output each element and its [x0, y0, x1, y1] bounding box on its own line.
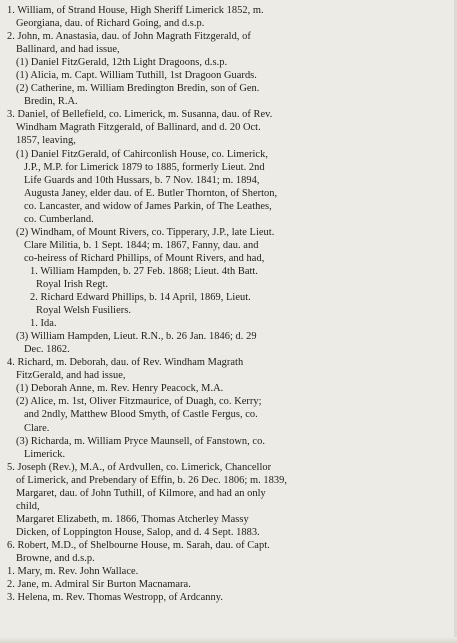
text-line: Margaret, dau. of John Tuthill, of Kilmore, and had an only [16, 487, 266, 499]
text-line: (1) Alicia, m. Capt. William Tuthill, 1st Dragoon Guards. [16, 70, 257, 82]
text-line: Limerick. [24, 448, 66, 460]
text-line: Royal Welsh Fusiliers. [36, 305, 132, 317]
text-line: 4. Richard, m. Deborah, dau. of Rev. Windham Magrath [7, 357, 244, 369]
text-line: Royal Irish Regt. [36, 278, 109, 290]
text-line: Life Guards and 10th Hussars, b. 7 Nov. 1841; m. 1894, [24, 174, 260, 186]
page-bottom-fade [0, 637, 457, 643]
text-line: 1857, leaving, [16, 135, 76, 147]
text-line: Clare. [24, 422, 50, 434]
text-line: Clare Militia, b. 1 Sept. 1844; m. 1867, Fanny, dau. and [24, 239, 259, 251]
text-line: Bredin, R.A. [24, 96, 78, 108]
text-line: (2) Catherine, m. William Bredington Bredin, son of Gen. [16, 83, 260, 95]
text-line: 6. Robert, M.D., of Shelbourne House, m. Sarah, dau. of Capt. [7, 539, 270, 551]
text-line: 1. William, of Strand House, High Sheriff Limerick 1852, m. [7, 5, 264, 16]
text-line: of Limerick, and Prebendary of Effin, b. 26 Dec. 1806; m. 1839, [16, 474, 288, 486]
text-line: Georgiana, dau. of Richard Going, and d.s.p. [16, 18, 205, 30]
text-line: 2. John, m. Anastasia, dau. of John Magrath Fitzgerald, of [7, 31, 251, 43]
text-line: co-heiress of Richard Phillips, of Mount Rivers, and had, [24, 252, 265, 264]
text-line: 5. Joseph (Rev.), M.A., of Ardvullen, co. Limerick, Chancellor [7, 461, 272, 473]
text-line: child, [16, 500, 40, 512]
text-line: (3) Richarda, m. William Pryce Maunsell, of Fanstown, co. [16, 435, 265, 447]
document-text [7, 4, 451, 604]
text-line: 2. Richard Edward Phillips, b. 14 April, 1869, Lieut. [30, 292, 251, 304]
text-line: Augusta Janey, elder dau. of E. Butler Thornton, of Sherton, [24, 187, 278, 199]
text-line: co. Cumberland. [24, 213, 94, 225]
text-line: Ballinard, and had issue, [16, 44, 120, 56]
text-line: (3) William Hampden, Lieut. R.N., b. 26 Jan. 1846; d. 29 [16, 331, 257, 343]
text-line: 2. Jane, m. Admiral Sir Burton Macnamara. [7, 579, 191, 591]
text-line: and 2ndly, Matthew Blood Smyth, of Castle Fergus, co. [24, 409, 258, 421]
text-line: Margaret Elizabeth, m. 1866, Thomas Atcherley Massy [16, 513, 249, 525]
text-line: 3. Daniel, of Bellefield, co. Limerick, m. Susanna, dau. of Rev. [7, 109, 273, 121]
text-line: Windham Magrath Fitzgerald, of Ballinard, and d. 20 Oct. [16, 122, 261, 134]
text-line: co. Lancaster, and widow of James Parkin, of The Leathes, [24, 200, 272, 212]
text-line: Dec. 1862. [24, 344, 70, 356]
text-line: 1. William Hampden, b. 27 Feb. 1868; Lieut. 4th Batt. [30, 265, 259, 277]
text-line: (2) Alice, m. 1st, Oliver Fitzmaurice, of Duagh, co. Kerry; [16, 396, 262, 408]
text-line: J.P., M.P. for Limerick 1879 to 1885, formerly Lieut. 2nd [24, 161, 265, 173]
text-line: (1) Daniel FitzGerald, 12th Light Dragoons, d.s.p. [16, 57, 228, 69]
text-line: (1) Daniel FitzGerald, of Cahirconlish House, co. Limerick, [16, 148, 268, 160]
text-line: (2) Windham, of Mount Rivers, co. Tipperary, J.P., late Lieut. [16, 226, 275, 238]
text-line: 1. Mary, m. Rev. John Wallace. [7, 566, 139, 578]
text-line: 3. Helena, m. Rev. Thomas Westropp, of Ardcanny. [7, 592, 223, 604]
text-line: FitzGerald, and had issue, [16, 370, 126, 382]
text-line: Dicken, of Loppington House, Salop, and d. 4 Sept. 1883. [16, 526, 260, 538]
text-line: (1) Deborah Anne, m. Rev. Henry Peacock, M.A. [16, 383, 224, 395]
text-line: Browne, and d.s.p. [16, 552, 95, 564]
text-line: 1. Ida. [30, 318, 57, 330]
